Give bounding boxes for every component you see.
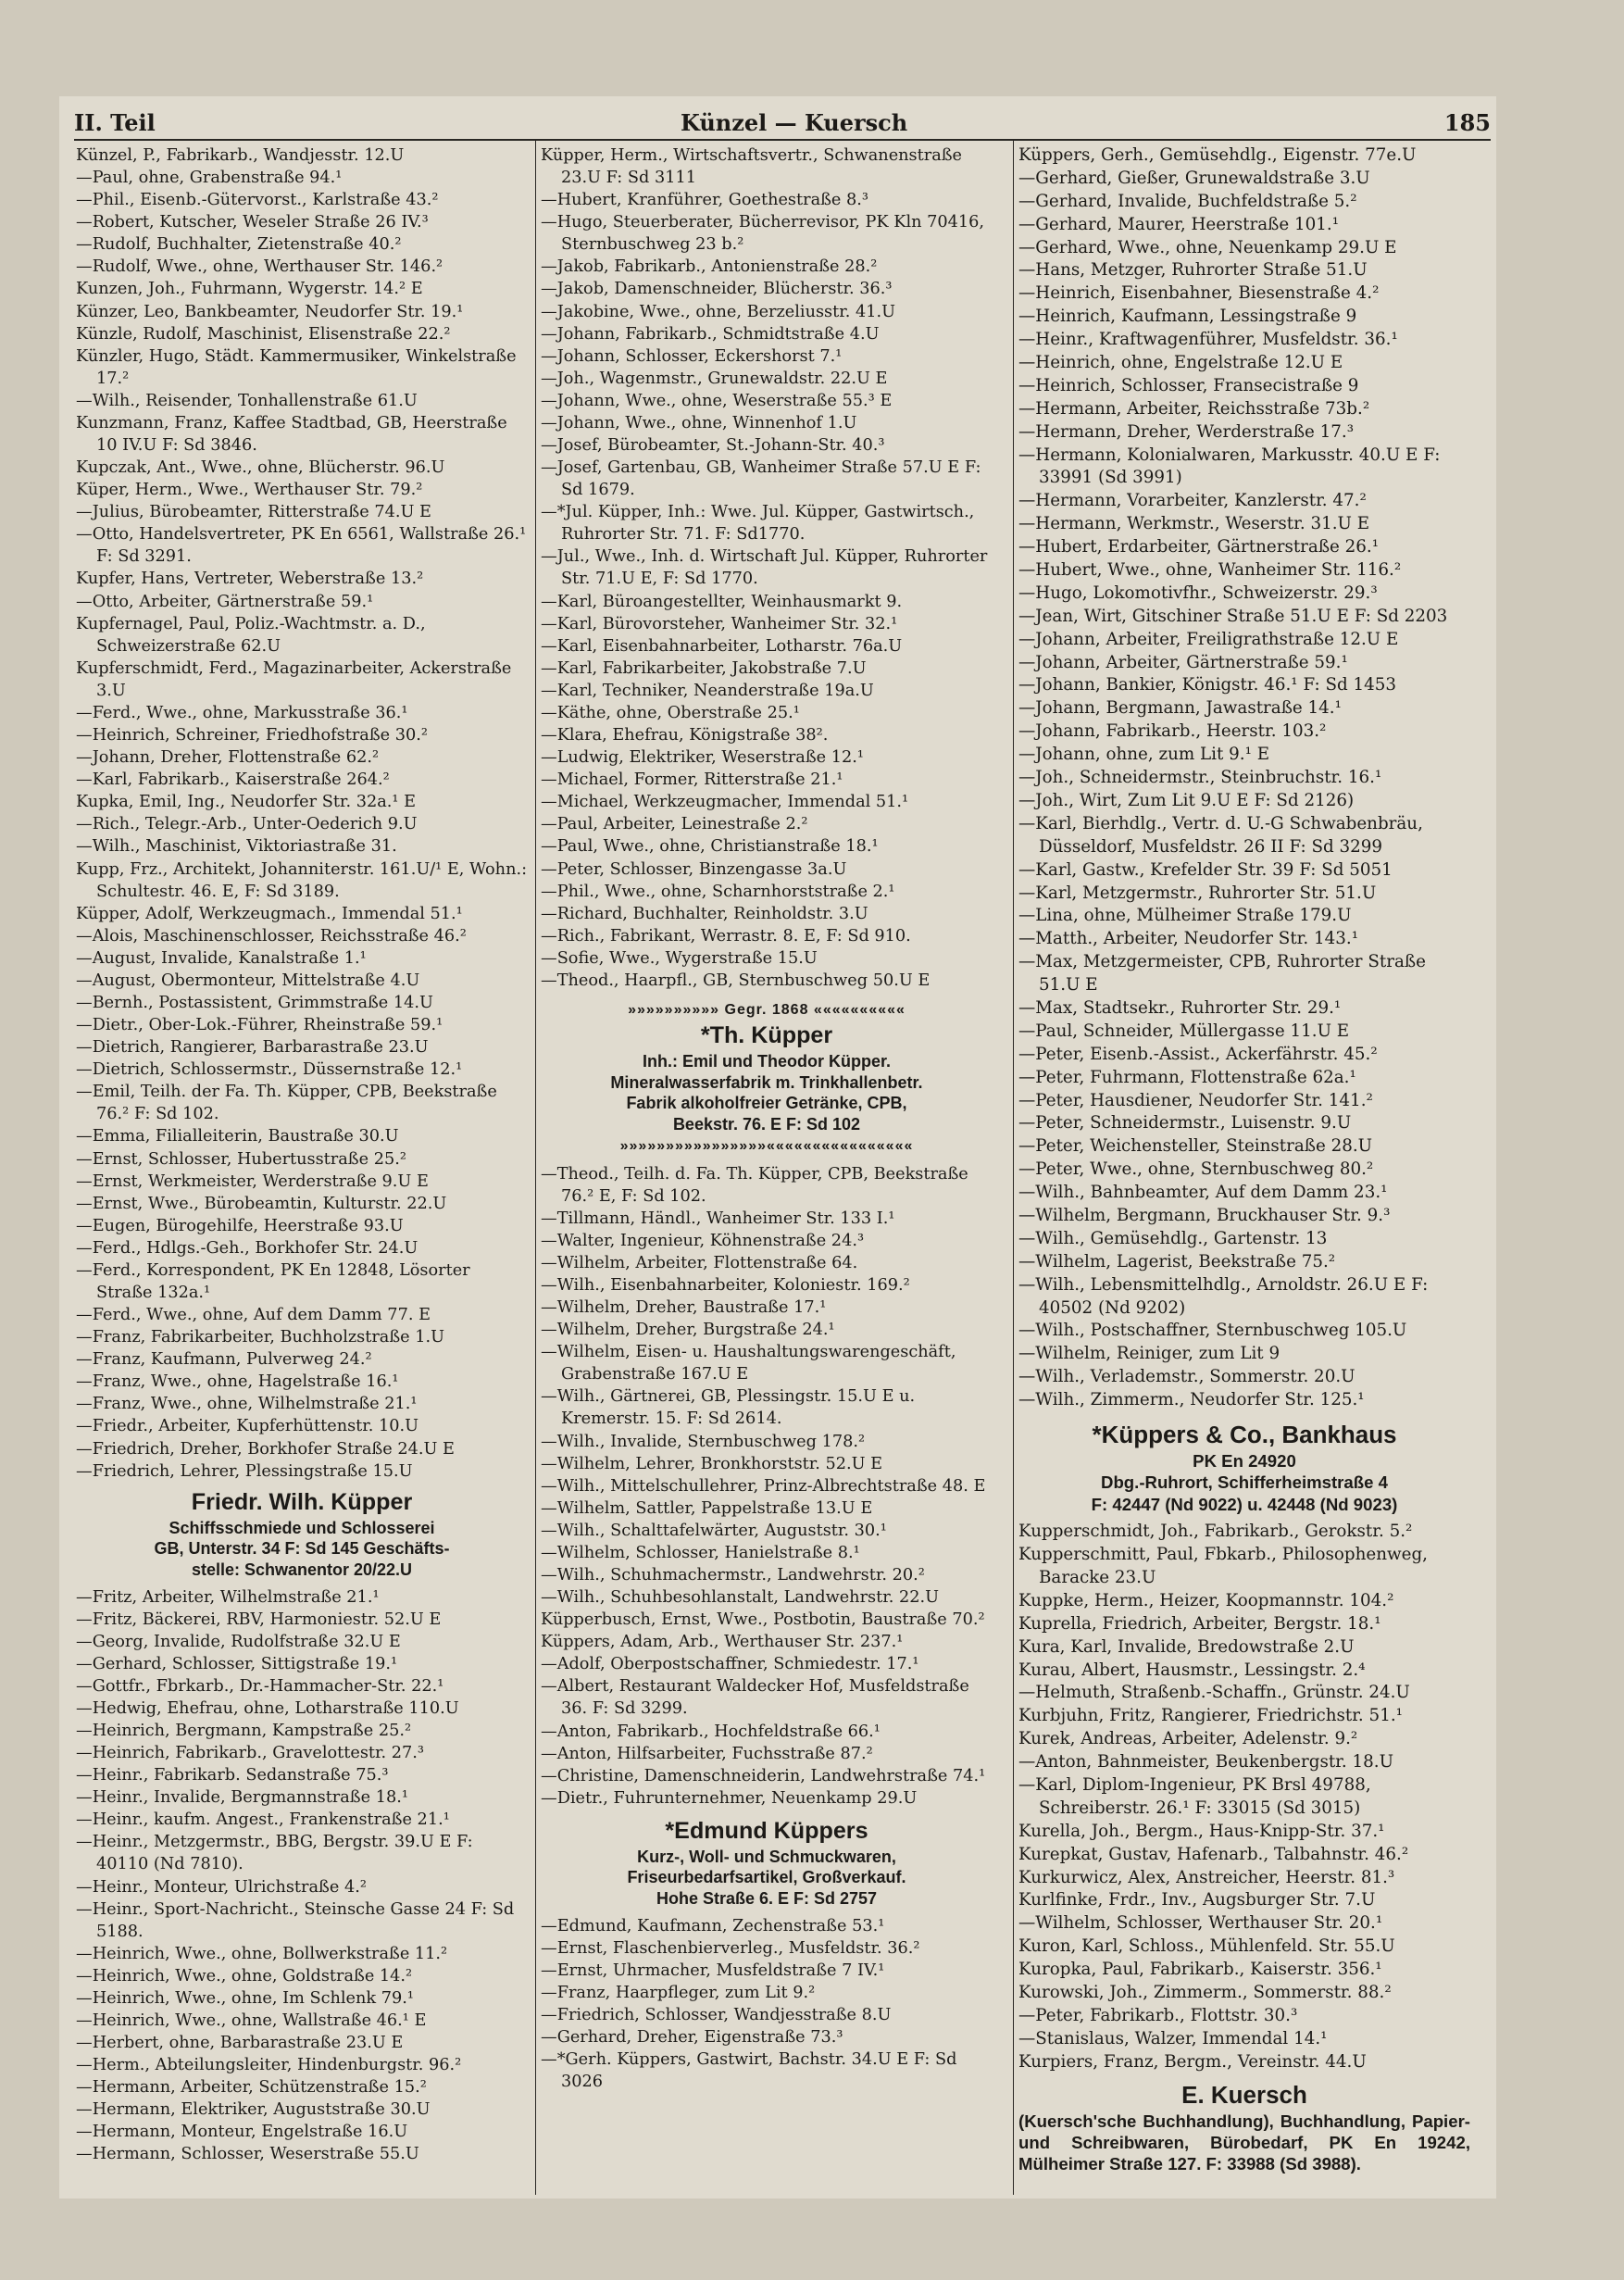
- directory-entry: —Heinrich, Wwe., ohne, Im Schlenk 79.¹: [76, 1988, 414, 2008]
- directory-entry: —Jul., Wwe., Inh. d. Wirtschaft Jul. Küpper, Ruhrorter Str. 71.U E, F: Sd 1770.: [541, 547, 988, 589]
- directory-entry: —Karl, Bürovorsteher, Wanheimer Str. 32.¹: [541, 614, 898, 633]
- directory-entry: —Wilhelm, Eisen- u. Haushaltungswarengeschäft, Grabenstraße 167.U E: [541, 1343, 956, 1384]
- directory-entry: —Theod., Teilh. d. Fa. Th. Küpper, CPB, Beekstraße 76.² E, F: Sd 102.: [541, 1164, 968, 1206]
- directory-entry: —Hermann, Arbeiter, Schützenstraße 15.²: [76, 2078, 427, 2098]
- deco-right: ««««««««««: [813, 1001, 906, 1018]
- page-number: 185: [1443, 109, 1491, 136]
- ad-friedr-wilh-kuepper: [76, 1488, 528, 1581]
- directory-entry: —Lina, ohne, Mülheimer Straße 179.U: [1018, 906, 1352, 926]
- directory-entry: —Johann, Fabrikarb., Schmidtstraße 4.U: [541, 324, 880, 344]
- column-2-entries-a: [541, 144, 993, 992]
- directory-entry: —Max, Metzgermeister, CPB, Ruhrorter Straße 51.U E: [1018, 952, 1426, 996]
- directory-entry: —Wilh., Verlademstr., Sommerstr. 20.U: [1018, 1367, 1355, 1387]
- directory-entry: —Peter, Weichensteller, Steinstraße 28.U: [1018, 1136, 1373, 1157]
- directory-entry: —Peter, Schneidermstr., Luisenstr. 9.U: [1018, 1113, 1352, 1134]
- directory-entry: —Hermann, Dreher, Werderstraße 17.³: [1018, 421, 1355, 442]
- directory-entry: —Wilhelm, Arbeiter, Flottenstraße 64.: [541, 1253, 858, 1272]
- directory-entry: —Franz, Wwe., ohne, Hagelstraße 16.¹: [76, 1372, 399, 1392]
- directory-entry: —Gerhard, Schlosser, Sittigstraße 19.¹: [76, 1654, 398, 1673]
- column-2-entries-b: [541, 1163, 993, 1810]
- directory-entry: —Karl, Metzgermstr., Ruhrorter Str. 51.U: [1018, 883, 1377, 903]
- directory-entry: —Walter, Ingenieur, Köhnenstraße 24.³: [541, 1231, 865, 1250]
- ad-e-kuersch: [1018, 2080, 1470, 2175]
- directory-entry: —Johann, Dreher, Flottenstraße 62.²: [76, 748, 380, 768]
- directory-entry: —Gerhard, Dreher, Eigenstraße 73.³: [541, 2028, 843, 2048]
- directory-entry: —Peter, Fuhrmann, Flottenstraße 62a.¹: [1018, 1067, 1356, 1087]
- directory-entry: —Peter, Fabrikarb., Flottstr. 30.³: [1018, 2005, 1298, 2025]
- directory-entry: —Franz, Wwe., ohne, Wilhelmstraße 21.¹: [76, 1395, 418, 1414]
- directory-entry: —Gerhard, Maurer, Heerstraße 101.¹: [1018, 214, 1340, 234]
- directory-entry: —Wilh., Bahnbeamter, Auf dem Damm 23.¹: [1018, 1183, 1388, 1203]
- directory-entry: —Heinr., kaufm. Angest., Frankenstraße 21.¹: [76, 1810, 450, 1830]
- directory-entry: Kurepkat, Gustav, Hafenarb., Talbahnstr. 46.²: [1018, 1844, 1409, 1864]
- directory-entry: —Dietr., Ober-Lok.-Führer, Rheinstraße 59.¹: [76, 1016, 443, 1035]
- directory-entry: —Peter, Wwe., ohne, Sternbuschweg 80.²: [1018, 1159, 1374, 1180]
- directory-entry: —Heinrich, ohne, Engelstraße 12.U E: [1018, 353, 1343, 373]
- directory-entry: —August, Invalide, Kanalstraße 1.¹: [76, 948, 367, 968]
- directory-entry: Kurella, Joh., Bergm., Haus-Knipp-Str. 37.¹: [1018, 1821, 1385, 1841]
- directory-entry: —Phil., Wwe., ohne, Scharnhorststraße 2.¹: [541, 882, 895, 901]
- directory-entry: —Peter, Hausdiener, Neudorfer Str. 141.²: [1018, 1090, 1373, 1110]
- ad-line: stelle: Schwanentor 20/22.U: [191, 1560, 413, 1579]
- directory-entry: —Heinrich, Wwe., ohne, Bollwerkstraße 11.²: [76, 1944, 448, 1963]
- directory-entry: Küpperbusch, Ernst, Wwe., Postbotin, Baustraße 70.²: [541, 1610, 985, 1630]
- directory-entry: —Hermann, Vorarbeiter, Kanzlerstr. 47.²: [1018, 491, 1367, 511]
- directory-entry: —Josef, Gartenbau, GB, Wanheimer Straße 57.U E F: Sd 1679.: [541, 458, 981, 500]
- directory-entry: —*Gerh. Küppers, Gastwirt, Bachstr. 34.U E F: Sd 3026: [541, 2050, 957, 2092]
- directory-entry: —Käthe, ohne, Oberstraße 25.¹: [541, 703, 800, 722]
- directory-entry: —Heinrich, Schlosser, Fransecistraße 9: [1018, 375, 1359, 395]
- directory-entry: —Gottfr., Fbrkarb., Dr.-Hammacher-Str. 22.¹: [76, 1676, 444, 1696]
- directory-entry: —Wilhelm, Dreher, Baustraße 17.¹: [541, 1298, 827, 1318]
- directory-entry: —Sofie, Wwe., Wygerstraße 15.U: [541, 948, 818, 968]
- directory-entry: —Johann, ohne, zum Lit 9.¹ E: [1018, 745, 1270, 765]
- directory-entry: —*Jul. Küpper, Inh.: Wwe. Jul. Küpper, Gastwirtsch., Ruhrorter Str. 71. F: Sd1770.: [541, 503, 975, 545]
- directory-entry: —Jakobine, Wwe., ohne, Berzeliusstr. 41.U: [541, 302, 896, 321]
- directory-entry: —Wilh., Mittelschullehrer, Prinz-Albrechtstraße 48. E: [541, 1476, 986, 1496]
- directory-entry: Kuppke, Herm., Heizer, Koopmannstr. 104.²: [1018, 1590, 1394, 1610]
- directory-entry: —Wilh., Schuhmachermstr., Landwehrstr. 20.²: [541, 1566, 925, 1585]
- directory-entry: —Joh., Wagenmstr., Grunewaldstr. 22.U E: [541, 369, 888, 388]
- directory-entry: —Franz, Fabrikarbeiter, Buchholzstraße 1.U: [76, 1328, 445, 1347]
- directory-entry: —Tillmann, Händl., Wanheimer Str. 133 I.¹: [541, 1209, 895, 1228]
- directory-entry: —Hermann, Arbeiter, Reichsstraße 73b.²: [1018, 398, 1370, 419]
- directory-entry: —Anton, Bahnmeister, Beukenbergstr. 18.U: [1018, 1752, 1394, 1773]
- directory-entry: —Ernst, Wwe., Bürobeamtin, Kulturstr. 22.U: [76, 1194, 447, 1213]
- directory-entry: —Adolf, Oberpostschaffner, Schmiedestr. 17.¹: [541, 1655, 919, 1674]
- directory-entry: —Robert, Kutscher, Weseler Straße 26 IV.³: [76, 213, 429, 232]
- directory-entry: —Emma, Filialleiterin, Baustraße 30.U: [76, 1127, 399, 1146]
- directory-entry: —Wilhelm, Schlosser, Werthauser Str. 20.¹: [1018, 1913, 1383, 1934]
- ad-decoration-bottom: »»»»»»»»»»»»»»»»««««««««««««««««: [619, 1137, 914, 1154]
- directory-entry: —Heinrich, Bergmann, Kampstraße 25.²: [76, 1721, 412, 1740]
- directory-entry: —Ernst, Schlosser, Hubertusstraße 25.²: [76, 1149, 406, 1169]
- directory-entry: —Wilh., Schalttafelwärter, Auguststr. 30.¹: [541, 1521, 887, 1540]
- directory-entry: Künzle, Rudolf, Maschinist, Elisenstraße 22.²: [76, 324, 451, 344]
- directory-entry: —Hermann, Werkmstr., Weserstr. 31.U E: [1018, 514, 1370, 534]
- directory-entry: —Emil, Teilh. der Fa. Th. Küpper, CPB, Beekstraße 76.² F: Sd 102.: [76, 1083, 497, 1124]
- directory-entry: —Franz, Haarpfleger, zum Lit 9.²: [541, 1983, 816, 2002]
- directory-entry: —Jakob, Fabrikarb., Antonienstraße 28.²: [541, 257, 878, 277]
- directory-entry: —Anton, Fabrikarb., Hochfeldstraße 66.¹: [541, 1722, 881, 1741]
- directory-entry: Kupfernagel, Paul, Poliz.-Wachtmstr. a. D., Schweizerstraße 62.U: [76, 614, 426, 656]
- directory-entry: —Hugo, Steuerberater, Bücherrevisor, PK Kln 70416, Sternbuschweg 23 b.²: [541, 213, 985, 255]
- directory-entry: —Joh., Wirt, Zum Lit 9.U E F: Sd 2126): [1018, 790, 1355, 810]
- directory-entry: —Helmuth, Straßenb.-Schaffn., Grünstr. 24.U: [1018, 1683, 1410, 1703]
- directory-entry: —Wilh., Gemüsehdlg., Gartenstr. 13: [1018, 1228, 1328, 1248]
- founded-label: Gegr. 1868: [724, 1001, 809, 1018]
- ad-kueppers-bankhaus: [1018, 1420, 1470, 1515]
- directory-entry: —Herbert, ohne, Barbarastraße 23.U E: [76, 2034, 404, 2053]
- directory-entry: —Wilh., Eisenbahnarbeiter, Koloniestr. 169.²: [541, 1276, 910, 1295]
- directory-entry: —Wilhelm, Schlosser, Hanielstraße 8.¹: [541, 1543, 860, 1562]
- directory-entry: —Wilhelm, Dreher, Burgstraße 24.¹: [541, 1321, 835, 1340]
- directory-entry: —Stanislaus, Walzer, Immendal 14.¹: [1018, 2028, 1328, 2048]
- directory-entry: —Karl, Bierhdlg., Vertr. d. U.-G Schwabenbräu, Düsseldorf, Musfeldstr. 26 II F: Sd 3299: [1018, 813, 1423, 857]
- directory-entry: Kurpiers, Franz, Bergm., Vereinstr. 44.U: [1018, 2051, 1367, 2072]
- directory-entry: —Heinr., Monteur, Ulrichstraße 4.²: [76, 1877, 367, 1897]
- directory-entry: —Wilhelm, Lehrer, Bronkhorststr. 52.U E: [541, 1454, 883, 1473]
- column-divider-2: [1013, 141, 1014, 2195]
- directory-entry: —Johann, Schlosser, Eckershorst 7.¹: [541, 346, 843, 366]
- directory-entry: Kupczak, Ant., Wwe., ohne, Blücherstr. 96.U: [76, 458, 445, 478]
- directory-entry: —Friedrich, Schlosser, Wandjesstraße 8.U: [541, 2006, 892, 2025]
- directory-entry: —Johann, Bergmann, Jawastraße 14.¹: [1018, 698, 1342, 719]
- directory-entry: —Paul, ohne, Grabenstraße 94.¹: [76, 169, 343, 188]
- directory-entry: —Dietr., Fuhrunternehmer, Neuenkamp 29.U: [541, 1788, 918, 1808]
- directory-entry: —Wilh., Lebensmittelhdlg., Arnoldstr. 26.U E F: 40502 (Nd 9202): [1018, 1274, 1429, 1318]
- directory-entry: —Paul, Arbeiter, Leinestraße 2.²: [541, 815, 808, 834]
- ad-line: Schiffsschmiede und Schlosserei: [169, 1518, 435, 1537]
- directory-entry: Kunzmann, Franz, Kaffee Stadtbad, GB, Heerstraße 10 IV.U F: Sd 3846.: [76, 413, 507, 456]
- directory-entry: Küpper, Adolf, Werkzeugmach., Immendal 51.¹: [76, 904, 463, 923]
- directory-entry: —Gerhard, Gießer, Grunewaldstraße 3.U: [1018, 168, 1370, 188]
- directory-entry: —Johann, Wwe., ohne, Winnenhof 1.U: [541, 413, 857, 432]
- directory-entry: —Wilhelm, Lagerist, Beekstraße 75.²: [1018, 1251, 1336, 1272]
- directory-entry: —Phil., Eisenb.-Gütervorst., Karlstraße 43.²: [76, 191, 439, 210]
- ad-line: Kurz-, Woll- und Schmuckwaren,: [637, 1847, 896, 1866]
- directory-entry: Kuropka, Paul, Fabrikarb., Kaiserstr. 356.¹: [1018, 1960, 1382, 1980]
- directory-entry: —Franz, Kaufmann, Pulverweg 24.²: [76, 1350, 372, 1370]
- directory-entry: —Christine, Damenschneiderin, Landwehrstraße 74.¹: [541, 1766, 986, 1785]
- page-header: [74, 109, 1491, 146]
- ad-line: Friseurbedarfsartikel, Großverkauf.: [627, 1868, 906, 1887]
- directory-entry: Kurkurwicz, Alex, Anstreicher, Heerstr. 81.³: [1018, 1867, 1395, 1887]
- directory-entry: —Rudolf, Buchhalter, Zietenstraße 40.²: [76, 235, 402, 255]
- ad-title: E. Kuersch: [1181, 2080, 1307, 2109]
- directory-entry: Kurbjuhn, Fritz, Rangierer, Friedrichstr. 51.¹: [1018, 1706, 1403, 1726]
- directory-entry: —Ferd., Hdlgs.-Geh., Borkhofer Str. 24.U: [76, 1238, 418, 1258]
- directory-entry: Kupfer, Hans, Vertreter, Weberstraße 13.²: [76, 570, 424, 589]
- directory-entry: —Ferd., Korrespondent, PK En 12848, Lösorter Straße 132a.¹: [76, 1260, 470, 1302]
- column-3-entries-a: [1018, 144, 1470, 1412]
- directory-entry: —Eugen, Bürogehilfe, Heerstraße 93.U: [76, 1216, 404, 1235]
- directory-entry: —Julius, Bürobeamter, Ritterstraße 74.U E: [76, 503, 431, 522]
- directory-entry: —Friedr., Arbeiter, Kupferhüttenstr. 10.U: [76, 1417, 419, 1436]
- directory-entry: —Johann, Arbeiter, Freiligrathstraße 12.U E: [1018, 629, 1399, 649]
- directory-entry: —Hubert, Erdarbeiter, Gärtnerstraße 26.¹: [1018, 537, 1380, 557]
- column-2-entries-c: [541, 1915, 993, 2094]
- directory-entry: Kupp, Frz., Architekt, Johanniterstr. 161.U/¹ E, Wohn.: Schultestr. 46. E, F: Sd 3189.: [76, 859, 528, 901]
- directory-entry: —Ludwig, Elektriker, Weserstraße 12.¹: [541, 748, 864, 768]
- running-head: Künzel — Kuersch: [681, 109, 908, 136]
- directory-entry: —Heinrich, Kaufmann, Lessingstraße 9: [1018, 307, 1357, 327]
- ad-title: *Küppers & Co., Bankhaus: [1092, 1420, 1397, 1448]
- directory-entry: —Ferd., Wwe., ohne, Markusstraße 36.¹: [76, 703, 408, 722]
- directory-entry: —Wilh., Reisender, Tonhallenstraße 61.U: [76, 391, 418, 410]
- deco-left: »»»»»»»»»»: [628, 1001, 720, 1018]
- directory-entry: —Wilhelm, Sattler, Pappelstraße 13.U E: [541, 1498, 873, 1518]
- directory-entry: —Peter, Schlosser, Binzengasse 3a.U: [541, 859, 847, 879]
- ad-line: F: 42447 (Nd 9022) u. 42448 (Nd 9023): [1091, 1494, 1398, 1514]
- column-1: [76, 144, 528, 2166]
- directory-entry: —Paul, Wwe., ohne, Christianstraße 18.¹: [541, 837, 879, 857]
- directory-entry: —Karl, Gastw., Krefelder Str. 39 F: Sd 5051: [1018, 859, 1393, 880]
- directory-entry: —Karl, Fabrikarbeiter, Jakobstraße 7.U: [541, 658, 867, 678]
- ad-th-kuepper: [541, 999, 993, 1158]
- ad-line: Mineralwasserfabrik m. Trinkhallenbetr.: [610, 1072, 923, 1092]
- directory-entry: —Fritz, Bäckerei, RBV, Harmoniestr. 52.U E: [76, 1610, 442, 1629]
- directory-entry: —Josef, Bürobeamter, St.-Johann-Str. 40.³: [541, 436, 885, 456]
- directory-entry: —Heinrich, Schreiner, Friedhofstraße 30.²: [76, 726, 428, 745]
- directory-entry: —Karl, Eisenbahnarbeiter, Lotharstr. 76a.U: [541, 636, 903, 656]
- directory-entry: —Johann, Arbeiter, Gärtnerstraße 59.¹: [1018, 652, 1348, 672]
- ad-line: Dbg.-Ruhrort, Schifferheimstraße 4: [1101, 1472, 1388, 1493]
- directory-entry: Kura, Karl, Invalide, Bredowstraße 2.U: [1018, 1636, 1355, 1657]
- directory-entry: —Hubert, Wwe., ohne, Wanheimer Str. 116.²: [1018, 560, 1402, 581]
- directory-entry: —Ernst, Werkmeister, Werderstraße 9.U E: [76, 1171, 429, 1191]
- section-label: II. Teil: [74, 109, 156, 136]
- directory-entry: —Hedwig, Ehefrau, ohne, Lotharstraße 110.U: [76, 1698, 459, 1718]
- directory-entry: —Rich., Telegr.-Arb., Unter-Oederich 9.U: [76, 815, 418, 834]
- directory-entry: —Theod., Haarpfl., GB, Sternbuschweg 50.U E: [541, 971, 931, 990]
- ad-title: Friedr. Wilh. Küpper: [191, 1488, 413, 1515]
- ad-edmund-kueppers: [541, 1817, 993, 1910]
- directory-entry: Küper, Herm., Wwe., Werthauser Str. 79.²: [76, 481, 423, 500]
- directory-entry: —Hubert, Kranführer, Goethestraße 8.³: [541, 191, 868, 210]
- directory-entry: —Wilh., Schuhbesohlanstalt, Landwehrstr. 22.U: [541, 1588, 939, 1608]
- directory-entry: Künzer, Leo, Bankbeamter, Neudorfer Str. 19.¹: [76, 302, 464, 321]
- header-rule: [74, 139, 1491, 141]
- directory-entry: Kuron, Karl, Schloss., Mühlenfeld. Str. 55.U: [1018, 1936, 1395, 1957]
- directory-entry: —Heinr., Sport-Nachricht., Steinsche Gasse 24 F: Sd 5188.: [76, 1899, 515, 1941]
- ad-title: *Edmund Küppers: [665, 1817, 868, 1844]
- directory-entry: —Rich., Fabrikant, Werrastr. 8. E, F: Sd 910.: [541, 926, 911, 946]
- directory-entry: —Ferd., Wwe., ohne, Auf dem Damm 77. E: [76, 1306, 431, 1325]
- column-1-entries-a: [76, 144, 528, 1483]
- directory-entry: —Bernh., Postassistent, Grimmstraße 14.U: [76, 993, 433, 1012]
- directory-entry: —Karl, Fabrikarb., Kaiserstraße 264.²: [76, 770, 390, 790]
- directory-entry: Künzler, Hugo, Städt. Kammermusiker, Winkelstraße 17.²: [76, 346, 517, 388]
- directory-entry: —Jean, Wirt, Gitschiner Straße 51.U E F: Sd 2203: [1018, 606, 1448, 626]
- directory-entry: Kunzen, Joh., Fuhrmann, Wygerstr. 14.² E: [76, 280, 423, 299]
- directory-entry: Künzel, P., Fabrikarb., Wandjesstr. 12.U: [76, 146, 405, 165]
- directory-entry: —Hermann, Schlosser, Weserstraße 55.U: [76, 2145, 419, 2164]
- directory-entry: —Edmund, Kaufmann, Zechenstraße 53.¹: [541, 1916, 885, 1935]
- directory-entry: —Michael, Former, Ritterstraße 21.¹: [541, 770, 843, 790]
- directory-entry: —Heinr., Kraftwagenführer, Musfeldstr. 36.¹: [1018, 330, 1398, 350]
- ad-line: GB, Unterstr. 34 F: Sd 145 Geschäfts-: [154, 1539, 450, 1559]
- directory-entry: —Otto, Arbeiter, Gärtnerstraße 59.¹: [76, 592, 374, 611]
- directory-entry: —Karl, Büroangestellter, Weinhausmarkt 9.: [541, 592, 903, 611]
- directory-entry: Kupferschmidt, Ferd., Magazinarbeiter, Ackerstraße 3.U: [76, 658, 512, 700]
- directory-entry: —Wilh., Gärtnerei, GB, Plessingstr. 15.U E u. Kremerstr. 15. F: Sd 2614.: [541, 1387, 916, 1429]
- column-3: [1018, 144, 1470, 2175]
- directory-entry: —Heinrich, Eisenbahner, Biesenstraße 4.²: [1018, 283, 1380, 304]
- directory-entry: Küppers, Adam, Arb., Werthauser Str. 237.¹: [541, 1633, 904, 1652]
- directory-entry: —Heinr., Metzgermstr., BBG, Bergstr. 39.U E F: 40110 (Nd 7810).: [76, 1833, 473, 1874]
- directory-entry: —Johann, Wwe., ohne, Weserstraße 55.³ E: [541, 391, 893, 410]
- directory-entry: —Wilh., Maschinist, Viktoriastraße 31.: [76, 837, 397, 857]
- ad-text: (Kuersch'sche Buchhandlung), Buchhandlung, Papier- und Schreibwaren, Bürobedarf, PK En 19242, Mülheimer Straße 127. F: 33988 (Sd 3988).: [1018, 2111, 1470, 2174]
- directory-entry: —Wilh., Zimmerm., Neudorfer Str. 125.¹: [1018, 1390, 1365, 1410]
- directory-entry: Küpper, Herm., Wirtschaftsvertr., Schwanenstraße 23.U F: Sd 3111: [541, 146, 963, 188]
- directory-entry: —Hermann, Monteur, Engelstraße 16.U: [76, 2123, 408, 2142]
- column-3-entries-b: [1018, 1521, 1470, 2073]
- directory-entry: Kupka, Emil, Ing., Neudorfer Str. 32a.¹ E: [76, 793, 416, 812]
- directory-entry: —Johann, Fabrikarb., Heerstr. 103.²: [1018, 721, 1327, 742]
- directory-entry: Kurau, Albert, Hausmstr., Lessingstr. 2.⁴: [1018, 1660, 1366, 1680]
- directory-entry: —Heinr., Invalide, Bergmannstraße 18.¹: [76, 1788, 408, 1808]
- directory-entry: —Wilhelm, Reiniger, zum Lit 9: [1018, 1344, 1280, 1364]
- directory-entry: —Max, Stadtsekr., Ruhrorter Str. 29.¹: [1018, 997, 1342, 1018]
- directory-entry: —Albert, Restaurant Waldecker Hof, Musfeldstraße 36. F: Sd 3299.: [541, 1677, 969, 1719]
- column-divider-1: [535, 141, 536, 2195]
- directory-entry: —Fritz, Arbeiter, Wilhelmstraße 21.¹: [76, 1587, 380, 1607]
- directory-entry: —Matth., Arbeiter, Neudorfer Str. 143.¹: [1018, 929, 1359, 949]
- directory-entry: —Klara, Ehefrau, Königstraße 38².: [541, 726, 829, 745]
- directory-entry: —Wilh., Postschaffner, Sternbuschweg 105.U: [1018, 1321, 1407, 1341]
- directory-entry: —Ernst, Uhrmacher, Musfeldstraße 7 IV.¹: [541, 1961, 885, 1980]
- directory-entry: —Otto, Handelsvertreter, PK En 6561, Wallstraße 26.¹ F: Sd 3291.: [76, 525, 527, 567]
- directory-entry: Küppers, Gerh., Gemüsehdlg., Eigenstr. 77e.U: [1018, 145, 1417, 165]
- directory-entry: —Hans, Metzger, Ruhrorter Straße 51.U: [1018, 260, 1368, 281]
- directory-entry: Kupperschmidt, Joh., Fabrikarb., Gerokstr. 5.²: [1018, 1522, 1413, 1542]
- directory-entry: —Gerhard, Wwe., ohne, Neuenkamp 29.U E: [1018, 237, 1397, 257]
- ad-line: Beekstr. 76. E F: Sd 102: [672, 1114, 861, 1134]
- directory-entry: Kurowski, Joh., Zimmerm., Sommerstr. 88.²: [1018, 1983, 1392, 2002]
- ad-line: Inh.: Emil und Theodor Küpper.: [643, 1051, 891, 1071]
- column-1-entries-b: [76, 1586, 528, 2166]
- directory-entry: —Heinrich, Wwe., ohne, Goldstraße 14.²: [76, 1966, 413, 1986]
- directory-entry: —Gerhard, Invalide, Buchfeldstraße 5.²: [1018, 191, 1357, 211]
- directory-entry: —Hermann, Elektriker, Auguststraße 30.U: [76, 2100, 431, 2120]
- directory-entry: —Alois, Maschinenschlosser, Reichsstraße 46.²: [76, 926, 467, 946]
- directory-entry: —Heinr., Fabrikarb. Sedanstraße 75.³: [76, 1766, 389, 1785]
- directory-entry: —Heinrich, Fabrikarb., Gravelottestr. 27.³: [76, 1744, 424, 1763]
- ad-title: *Th. Küpper: [700, 1022, 833, 1049]
- directory-entry: —Georg, Invalide, Rudolfstraße 32.U E: [76, 1632, 401, 1651]
- directory-entry: —Peter, Eisenb.-Assist., Ackerfährstr. 45.²: [1018, 1044, 1378, 1064]
- directory-entry: —Wilh., Invalide, Sternbuschweg 178.²: [541, 1432, 866, 1451]
- directory-entry: —August, Obermonteur, Mittelstraße 4.U: [76, 971, 420, 990]
- ad-line: PK En 24920: [1193, 1450, 1296, 1471]
- directory-entry: —Karl, Diplom-Ingenieur, PK Brsl 49788, Schreiberstr. 26.¹ F: 33015 (Sd 3015): [1018, 1774, 1371, 1818]
- directory-entry: —Hermann, Kolonialwaren, Markusstr. 40.U E F: 33991 (Sd 3991): [1018, 445, 1441, 488]
- directory-entry: —Ernst, Flaschenbierverleg., Musfeldstr. 36.²: [541, 1938, 920, 1958]
- directory-entry: —Joh., Schneidermstr., Steinbruchstr. 16.¹: [1018, 768, 1382, 788]
- ad-decoration: [541, 999, 993, 1021]
- directory-entry: —Hugo, Lokomotivfhr., Schweizerstr. 29.³: [1018, 583, 1378, 603]
- directory-entry: —Johann, Bankier, Königstr. 46.¹ F: Sd 1453: [1018, 675, 1397, 695]
- directory-entry: —Dietrich, Rangierer, Barbarastraße 23.U: [76, 1038, 429, 1058]
- directory-entry: —Herm., Abteilungsleiter, Hindenburgstr. 96.²: [76, 2056, 462, 2075]
- directory-entry: —Paul, Schneider, Müllergasse 11.U E: [1018, 1021, 1350, 1041]
- directory-entry: —Anton, Hilfsarbeiter, Fuchsstraße 87.²: [541, 1744, 873, 1763]
- ad-line: Fabrik alkoholfreier Getränke, CPB,: [626, 1094, 907, 1113]
- directory-entry: —Karl, Techniker, Neanderstraße 19a.U: [541, 681, 874, 700]
- directory-entry: Kuprella, Friedrich, Arbeiter, Bergstr. 18.¹: [1018, 1613, 1381, 1634]
- directory-entry: —Friedrich, Dreher, Borkhofer Straße 24.U E: [76, 1439, 455, 1459]
- directory-entry: —Wilhelm, Bergmann, Bruckhauser Str. 9.³: [1018, 1205, 1391, 1225]
- directory-entry: —Michael, Werkzeugmacher, Immendal 51.¹: [541, 793, 909, 812]
- directory-entry: —Friedrich, Lehrer, Plessingstraße 15.U: [76, 1461, 413, 1481]
- directory-entry: —Heinrich, Wwe., ohne, Wallstraße 46.¹ E: [76, 2011, 427, 2030]
- directory-entry: Kurek, Andreas, Arbeiter, Adelenstr. 9.²: [1018, 1729, 1358, 1749]
- ad-line: Hohe Straße 6. E F: Sd 2757: [656, 1889, 878, 1909]
- directory-entry: Kupperschmitt, Paul, Fbkarb., Philosophenweg, Baracke 23.U: [1018, 1545, 1428, 1587]
- directory-entry: Kurlfinke, Frdr., Inv., Augsburger Str. 7.U: [1018, 1890, 1376, 1910]
- directory-entry: —Dietrich, Schlossermstr., Düssernstraße 12.¹: [76, 1060, 463, 1080]
- directory-entry: —Rudolf, Wwe., ohne, Werthauser Str. 146.²: [76, 257, 443, 277]
- column-2: [541, 144, 993, 2093]
- directory-entry: —Jakob, Damenschneider, Blücherstr. 36.³: [541, 280, 893, 299]
- directory-entry: —Richard, Buchhalter, Reinholdstr. 3.U: [541, 904, 868, 923]
